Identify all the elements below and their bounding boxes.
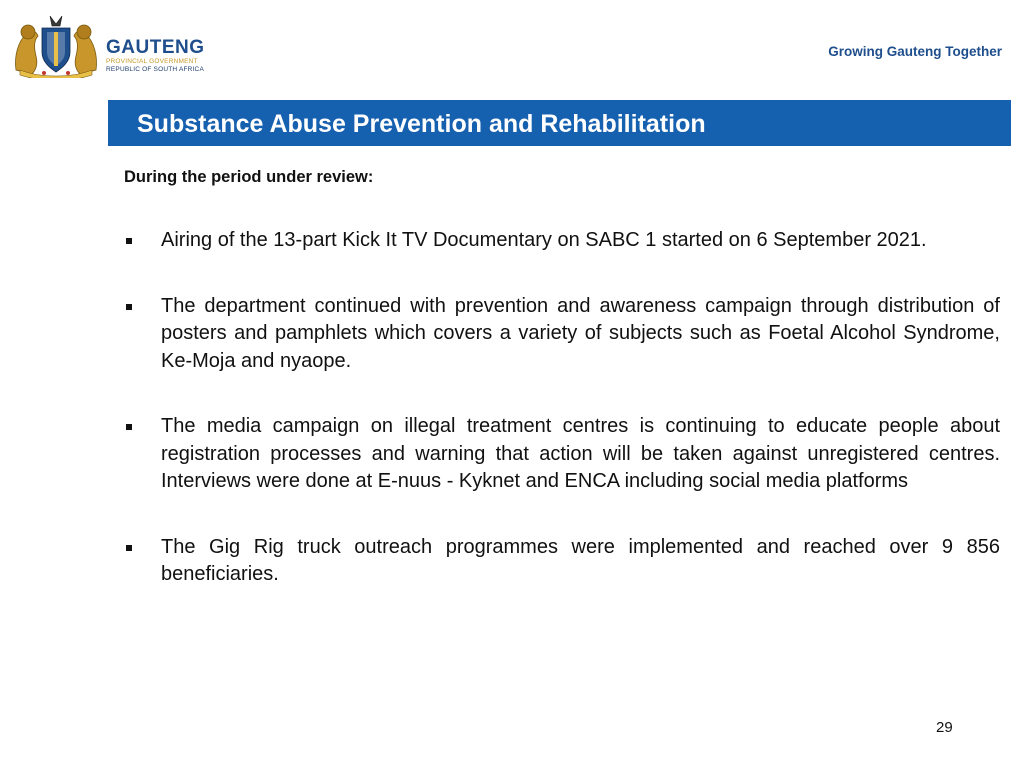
brand-name: GAUTENG: [106, 37, 205, 58]
bullet-item: [124, 534, 1000, 589]
bullet-item: [124, 293, 1000, 376]
brand-subtitle-line2: REPUBLIC OF SOUTH AFRICA: [106, 65, 204, 73]
page-number: 29: [936, 719, 953, 736]
bullet-list: [124, 227, 1000, 627]
slide-header: [0, 0, 1024, 90]
bullet-item: [124, 227, 1000, 255]
title-bar: [108, 100, 1011, 146]
bullet-text: The media campaign on illegal treatment centres is continuing to educate people about registration processes and warning that action will be taken against unregistered centres. Interviews were done at E-nuus - Kyknet and ENCA including social media platforms: [161, 415, 1000, 492]
square-bullet-icon: [126, 238, 132, 244]
bullet-text: The department continued with prevention and awareness campaign through distribution of posters and pamphlets which covers a variety of subjects such as Foetal Alcohol Syndrome, Ke-Moja and nyaope.: [161, 294, 1000, 372]
slide-title: Substance Abuse Prevention and Rehabilitation: [137, 110, 706, 138]
bullet-text: The Gig Rig truck outreach programmes were implemented and reached over 9 856 beneficiaries.: [161, 535, 1000, 585]
tagline: Growing Gauteng Together: [828, 44, 1002, 59]
square-bullet-icon: [126, 424, 132, 430]
square-bullet-icon: [126, 545, 132, 551]
brand-subtitle-line1: PROVINCIAL GOVERNMENT: [106, 58, 198, 65]
bullet-text: Airing of the 13-part Kick It TV Documentary on SABC 1 started on 6 September 2021.: [161, 229, 927, 251]
coat-of-arms-icon: [10, 12, 102, 78]
brand-logo: [106, 38, 205, 73]
intro-heading: During the period under review:: [124, 168, 374, 186]
bullet-item: [124, 413, 1000, 496]
square-bullet-icon: [126, 304, 132, 310]
